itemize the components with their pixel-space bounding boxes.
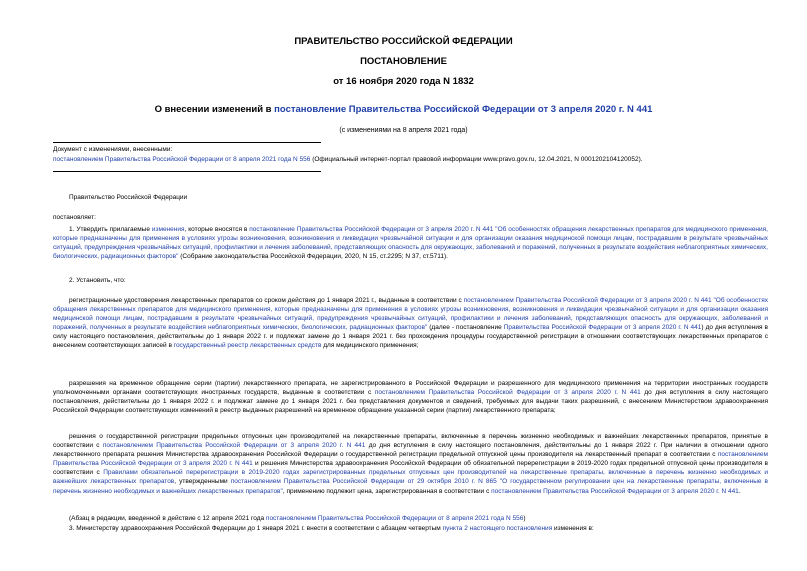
decides-line: постановляет: <box>53 214 96 221</box>
p5-link-resolution-3[interactable]: постановлением Правительства Российской Федерации от 3 апреля 2020 г. N 441 <box>491 487 739 495</box>
p6-link-resolution-556[interactable]: постановлением Правительства Российской Федерации от 8 апреля 2021 года N 556 <box>265 515 524 522</box>
changes-tail: (Официальный интернет-портал правовой информации www.pravo.gov.ru, 12.04.2021, N 0001202104120052). <box>310 156 643 163</box>
p3-link-registry[interactable]: государственный реестр лекарственных средств <box>173 342 322 350</box>
p4-link-resolution[interactable]: постановлением Правительства Российской Федерации от 3 апреля 2020 г. N 441 <box>374 389 641 397</box>
paragraph-6 <box>69 514 525 523</box>
date-number: от 16 ноября 2020 года N 1832 <box>333 76 474 87</box>
p5-text-b: до дня вступления в силу настоящего постановления, действительны до 1 января 2022 г. При наличии в отношении одного лекарственного препарата решения Министерства здравоохранения Российской Федерации о государственной регистрации предельной отпускной цены производителя на лекарственный препарат в соответствии с <box>53 442 768 459</box>
changes-bottom-divider <box>53 171 321 172</box>
doc-title <box>0 104 807 115</box>
p6-text-b: ) <box>523 515 526 522</box>
changes-label: Документ с изменениями, внесенными: <box>53 146 173 153</box>
paragraph-4 <box>53 379 768 415</box>
p7-text-b: изменения в: <box>552 525 594 532</box>
p4-text-a: разрешения на временное обращение серии (партии) лекарственного препарата, не зарегистрированного в Российской Федерации и разрешенного для медицинского применения на территории иностранных государств уполномоченными органами соответствующих иностранных государств, выданные в соответствии с <box>53 380 768 397</box>
paragraph-1 <box>53 225 768 261</box>
revision-note: (с изменениями на 8 апреля 2021 года) <box>339 127 468 134</box>
p7-link-clause[interactable]: пункта 2 настоящего постановления <box>442 525 553 532</box>
p7-text-a: 3. Министерству здравоохранения Российской Федерации до 1 января 2021 г. внести в соответствии с абзацем четвертым <box>69 525 443 532</box>
government-line: Правительство Российской Федерации <box>69 194 188 201</box>
p5-link-resolution-1[interactable]: постановлением Правительства Российской Федерации от 3 апреля 2020 г. N 441 <box>102 442 366 450</box>
p1-link-changes[interactable]: изменения <box>151 226 185 233</box>
p5-text-e: , применению подлежит цена, зарегистрированная в соответствии с <box>282 487 492 495</box>
changes-top-divider <box>53 142 321 143</box>
p1-link-resolution[interactable]: постановление Правительства Российской Федерации от 3 апреля 2020 г. N 441 "Об особенностях обращения лекарственных препаратов для медицинского применения, которые предназначены для применения в условиях угрозы возникновения, возникновения и ликвидации чрезвычайной ситуации и для организации оказания медицинской помощи лицам, пострадавшим в результате чрезвычайных ситуаций, предупреждения чрезвычайных ситуаций, профилактики и лечения заболеваний, представляющих опасность для окружающих, заболеваний и поражений, полученных в результате воздействия неблагоприятных химических, биологических, радиационных факторов" <box>53 226 768 261</box>
p3-text-a: регистрационные удостоверения лекарственных препаратов со сроком действия до 1 января 2021 г., выданные в соответствии с <box>69 297 464 304</box>
p5-text-c: и решения Министерства здравоохранения Российской Федерации об обязательной перерегистрации в 2019-2020 годах предельной отпускной цены производителя в соответствии с <box>53 460 769 477</box>
p3-text-b: (далее - постановление <box>427 324 504 332</box>
paragraph-5 <box>53 432 768 496</box>
doc-title-link[interactable]: постановление Правительства Российской Федерации от 3 апреля 2020 г. N 441 <box>274 104 653 115</box>
paragraph-2: 2. Установить, что: <box>69 277 126 284</box>
p1-text-b: , которые вносятся в <box>184 226 250 233</box>
p4-text-b: до дня вступления в силу настоящего постановления, действительны до 1 января 2022 г. и подлежат замене до 1 января 2021 г. без представления документов и сведений, требуемых для выдачи таких разрешений, с внесением Министерством здравоохранения Российской Федерации соответствующих изменений в реестр выданных разрешений на временное обращение указанной серии (партии) лекарственного препарата; <box>53 389 768 415</box>
changes-entry <box>53 155 643 164</box>
paragraph-7 <box>69 524 594 533</box>
p3-link-resolution[interactable]: постановлением Правительства Российской Федерации от 3 апреля 2020 г. N 441 "Об особенностях обращения лекарственных препаратов для медицинского применения, которые предназначены для применения в условиях угрозы возникновения, возникновения и ликвидации чрезвычайной ситуации и для организации оказания медицинской помощи лицам, пострадавшим в результате чрезвычайных ситуаций, предупреждения чрезвычайных ситуаций, профилактики и лечения заболеваний, представляющих опасность для окружающих, заболеваний и поражений, полученных в результате воздействия неблагоприятных химических, биологических, радиационных факторов" <box>53 297 768 332</box>
p3-text-c: ) до дня вступления в силу настоящего постановления, действительны до 1 января 2022 г. и подлежат замене до 1 января 2021 г. без прохождения процедуры государственной регистрации в отношении соответствующих лекарственных препаратов с внесением соответствующих записей в <box>53 324 769 350</box>
p5-text-d: , утвержденными <box>174 478 231 486</box>
doc-title-prefix: О внесении изменений в <box>154 104 275 115</box>
p3-link-resolution-short[interactable]: Правительства Российской Федерации от 3 апреля 2020 г. N 441 <box>503 324 702 332</box>
paragraph-3 <box>53 296 768 351</box>
p5-link-rules[interactable]: Правилами обязательной перерегистрации в 2019-2020 годах зарегистрированных предельных отпускных цен производителей на лекарственные препараты, включенные в перечень жизненно необходимых и важнейших лекарственных препаратов <box>53 469 768 486</box>
org-heading: ПРАВИТЕЛЬСТВО РОССИЙСКОЙ ФЕДЕРАЦИИ <box>294 36 513 47</box>
p5-text-a: решения о государственной регистрации предельных отпускных цен производителей на лекарственные препараты, включенные в перечень жизненно необходимых и важнейших лекарственных препаратов, принятые в соответствии с <box>53 433 768 450</box>
doc-type-heading: ПОСТАНОВЛЕНИЕ <box>360 56 447 67</box>
p5-link-resolution-865[interactable]: постановлением Правительства Российской Федерации от 29 октября 2010 г. N 865 "О государственном регулировании цен на лекарственные препараты, включенные в перечень жизненно необходимых и важнейших лекарственных препаратов" <box>53 478 768 495</box>
p5-link-resolution-2[interactable]: постановлением Правительства Российской Федерации от 3 апреля 2020 г. N 441 <box>53 451 768 468</box>
p1-text-a: 1. Утвердить прилагаемые <box>69 226 152 233</box>
p6-text-a: (Абзац в редакции, введенной в действие с 12 апреля 2021 года <box>69 515 266 522</box>
p3-text-d: для медицинского применения; <box>321 342 419 350</box>
p5-text-f: . <box>738 487 741 495</box>
changes-link[interactable]: постановлением Правительства Российской Федерации от 8 апреля 2021 года N 556 <box>53 156 311 163</box>
p1-text-c: (Собрание законодательства Российской Федерации, 2020, N 15, ст.2295; N 37, ст.5711). <box>178 253 448 261</box>
